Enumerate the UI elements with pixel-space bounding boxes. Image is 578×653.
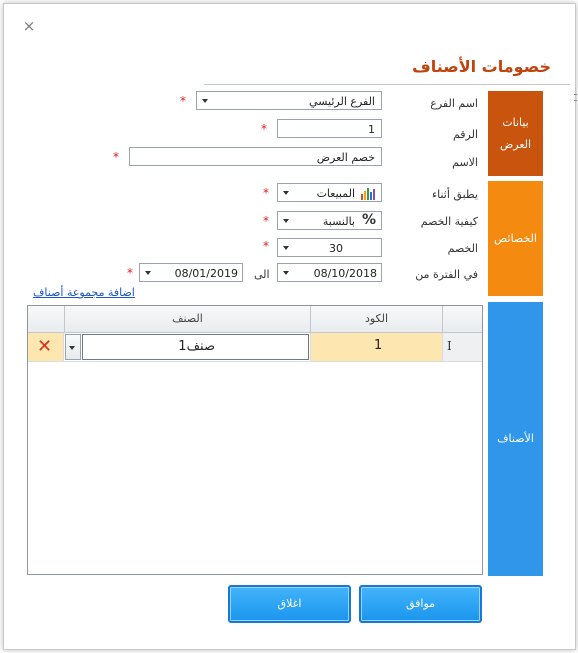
panel-items-label: الأصناف	[497, 432, 534, 445]
number-value: 1	[368, 123, 375, 136]
panel-items	[488, 302, 543, 576]
chevron-down-icon[interactable]	[280, 185, 294, 200]
discount-type-value: بالنسبة	[322, 215, 355, 228]
branch-value: الفرع الرئيسي	[309, 95, 375, 108]
chevron-down-icon[interactable]	[280, 240, 294, 255]
close-button[interactable]: اغلاق	[228, 585, 351, 623]
branch-select[interactable]	[196, 91, 382, 110]
page-title: خصومات الأصناف	[412, 57, 551, 76]
discount-value: 30	[329, 242, 343, 255]
bar-chart-icon	[360, 186, 376, 200]
ok-button[interactable]: موافق	[359, 585, 482, 623]
required-mark: *	[127, 266, 133, 280]
panel-properties	[488, 181, 543, 296]
chevron-down-icon[interactable]	[142, 265, 156, 280]
chevron-down-icon[interactable]	[280, 213, 294, 228]
required-mark: *	[263, 239, 269, 253]
period-to-value: 08/01/2019	[174, 267, 238, 280]
branch-label: اسم الفرع	[430, 97, 478, 110]
items-table	[27, 305, 483, 575]
table-header-item[interactable]: الصنف	[64, 306, 310, 333]
add-item-group-link[interactable]: اضافة مجموعة أصناف	[33, 286, 135, 299]
required-mark: *	[263, 214, 269, 228]
table-header-code[interactable]: الكود	[310, 306, 442, 333]
apply-on-value: المبيعات	[316, 187, 355, 200]
period-to-date[interactable]	[139, 263, 243, 282]
required-mark: *	[263, 186, 269, 200]
discount-type-label: كيفية الخصم	[420, 215, 478, 228]
number-field[interactable]	[277, 119, 382, 138]
period-from-date[interactable]	[277, 263, 382, 282]
item-dropdown[interactable]	[65, 334, 81, 360]
code-cell[interactable]	[310, 333, 442, 362]
item-value: صنف1	[178, 339, 215, 354]
period-from-value: 08/10/2018	[313, 267, 377, 280]
delete-icon[interactable]: ✕	[37, 336, 53, 357]
code-value: 1	[374, 338, 383, 353]
row-indicator	[442, 333, 482, 362]
discount-label: الخصم	[447, 242, 478, 255]
panel-offer-data-label: بيانات العرض	[499, 115, 532, 151]
percent-icon: %	[361, 212, 376, 228]
name-field[interactable]	[129, 147, 382, 166]
scroll-edge	[572, 90, 578, 130]
discount-field[interactable]	[277, 238, 382, 257]
period-from-label: في الفترة من	[415, 268, 478, 281]
chevron-down-icon[interactable]	[280, 265, 294, 280]
discount-type-select[interactable]	[277, 211, 382, 230]
table-header-indicator	[442, 306, 482, 333]
text-cursor-icon: I	[447, 339, 452, 353]
number-label: الرقم	[452, 128, 478, 141]
panel-properties-label: الخصائص	[494, 231, 537, 245]
required-mark: *	[261, 122, 267, 136]
required-mark: *	[180, 94, 186, 108]
name-value: خصم العرض	[316, 151, 375, 164]
close-icon[interactable]: ×	[22, 17, 36, 35]
period-to-label: الى	[254, 268, 270, 281]
name-label: الاسم	[452, 156, 478, 169]
delete-cell[interactable]	[28, 333, 64, 362]
apply-on-label: يطبق أثناء	[431, 188, 478, 201]
table-header-corner	[28, 306, 64, 333]
chevron-down-icon[interactable]	[199, 93, 213, 108]
panel-offer-data	[488, 91, 543, 176]
item-cell[interactable]	[64, 333, 310, 362]
title-divider	[204, 84, 570, 85]
chevron-down-icon[interactable]	[66, 340, 80, 355]
item-editor[interactable]	[82, 334, 309, 360]
required-mark: *	[113, 150, 119, 164]
apply-on-select[interactable]	[277, 183, 382, 202]
